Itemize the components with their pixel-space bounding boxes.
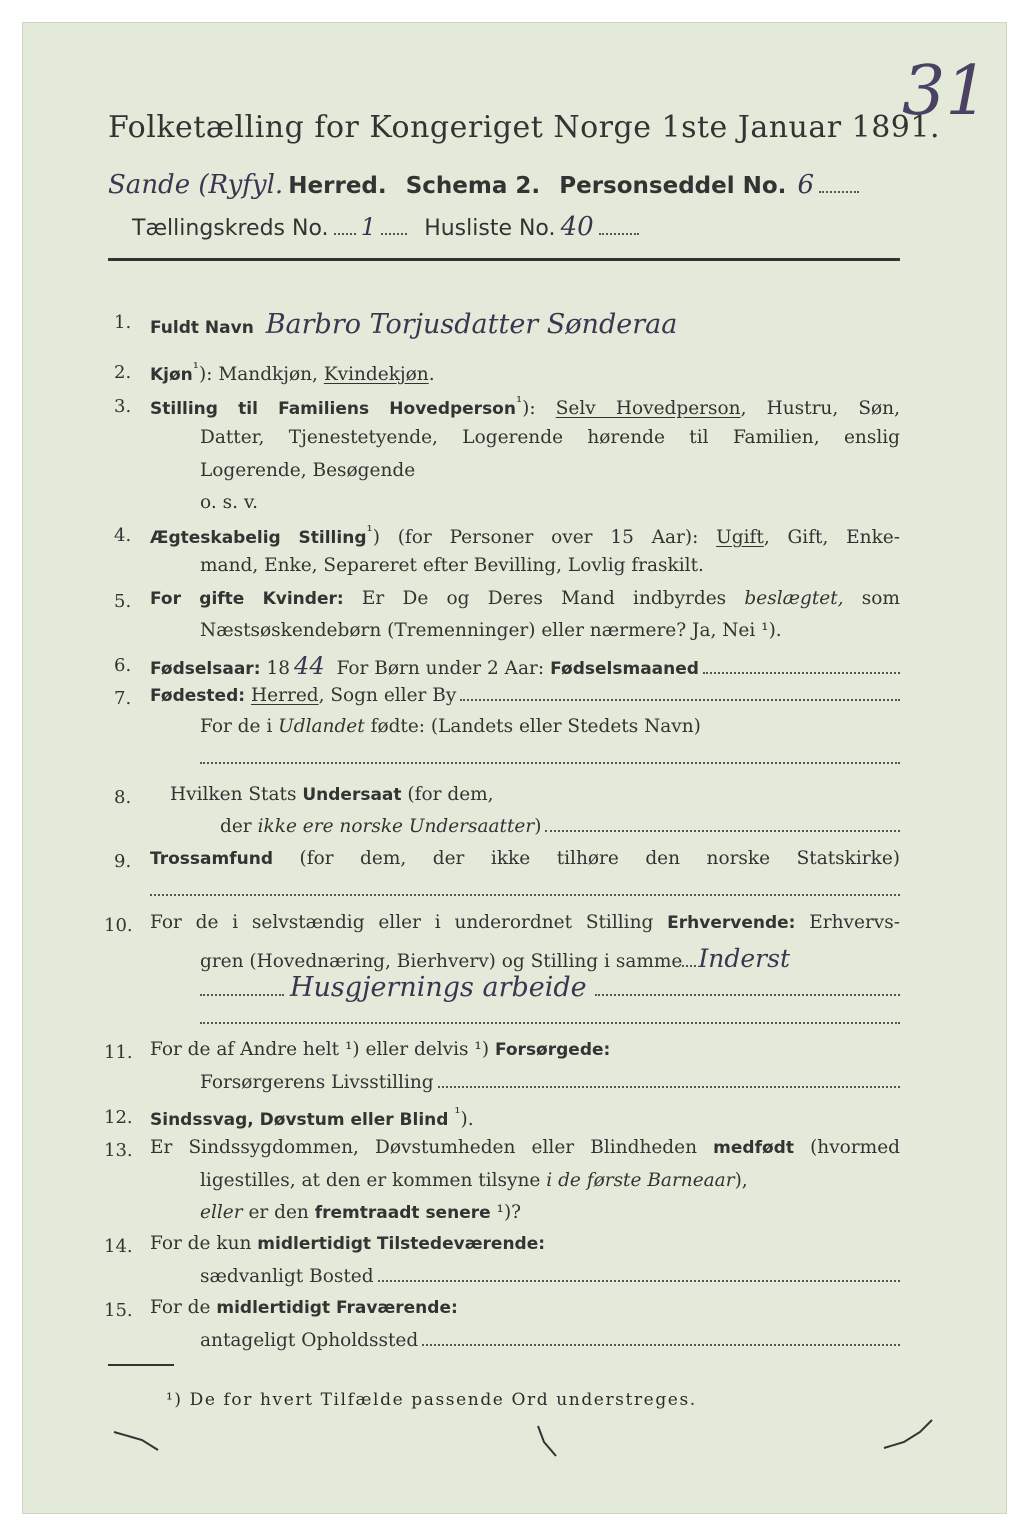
herred-line bbox=[108, 170, 898, 210]
item-text: sædvanligt Bosted bbox=[200, 1266, 374, 1287]
item-text: o. s. v. bbox=[200, 492, 258, 513]
item-number: 1. bbox=[114, 312, 132, 333]
underlined-choice: Ugift bbox=[716, 527, 764, 549]
footnote-rule bbox=[108, 1364, 174, 1366]
item-label: Stilling til Familiens Hovedperson bbox=[150, 399, 516, 420]
herred-label: Herred. bbox=[288, 173, 387, 199]
dotted-answer-line bbox=[200, 762, 900, 764]
dotted-answer-line bbox=[150, 894, 900, 896]
item-14-line1 bbox=[150, 1233, 545, 1254]
item-label: Fødested: bbox=[150, 686, 246, 706]
item-text: gren (Hovednæring, Bierhverv) og Stilling i samme bbox=[200, 951, 683, 972]
page-number-handwritten: 31 bbox=[902, 52, 989, 131]
item-text: For de i selvstændig eller i underordnet Stilling bbox=[150, 912, 654, 933]
item-number: 9. bbox=[114, 851, 132, 872]
item-number: 7. bbox=[114, 688, 132, 709]
item-11-line2 bbox=[200, 1072, 900, 1093]
item-text: ). bbox=[460, 1109, 474, 1131]
item-number: 6. bbox=[114, 655, 132, 676]
superscript: ¹ bbox=[192, 359, 199, 377]
item-label: Fødselsmaaned bbox=[550, 659, 699, 679]
pencil-mark-icon bbox=[528, 1422, 568, 1462]
item-15-line1 bbox=[150, 1297, 458, 1318]
personseddel-label: Personseddel No. bbox=[559, 173, 787, 199]
item-text: , Hustru, Søn, bbox=[740, 398, 900, 420]
husliste-label: Husliste No. bbox=[424, 216, 556, 241]
item-13-line3 bbox=[200, 1202, 521, 1223]
item-text-italic: Udlandet bbox=[278, 716, 365, 737]
item-text: For de af Andre helt ¹) eller delvis ¹) bbox=[150, 1039, 490, 1060]
superscript: ¹ bbox=[366, 522, 373, 540]
item-text: 18 bbox=[266, 658, 291, 679]
item-text: . bbox=[428, 364, 435, 386]
item-9-line bbox=[150, 848, 900, 869]
item-text: , Gift, Enke- bbox=[763, 527, 900, 549]
kreds-line bbox=[132, 212, 639, 242]
item-text: antageligt Opholdssted bbox=[200, 1330, 419, 1351]
item-text-italic: eller bbox=[200, 1202, 243, 1223]
item-label: For gifte Kvinder: bbox=[150, 589, 344, 609]
item-label: midlertidigt Tilstedeværende: bbox=[257, 1234, 546, 1254]
form-title: Folketælling for Kongeriget Norge 1ste Januar 1891. bbox=[108, 110, 941, 145]
item-text: mand, Enke, Separeret efter Bevilling, Lovlig fraskilt. bbox=[200, 555, 704, 576]
item-label: Undersaat bbox=[302, 785, 402, 805]
item-6-line bbox=[150, 652, 900, 680]
item-number: 8. bbox=[114, 787, 132, 808]
item-number: 5. bbox=[114, 591, 132, 612]
item-number: 13. bbox=[104, 1140, 133, 1161]
item-number: 10. bbox=[104, 915, 133, 936]
item-label: medfødt bbox=[713, 1138, 794, 1158]
item-text: (for dem, bbox=[407, 784, 494, 805]
item-label: Sindssvag, Døvstum eller Blind bbox=[150, 1110, 449, 1131]
item-label: Trossamfund bbox=[150, 849, 273, 869]
item-text: Forsørgerens Livsstilling bbox=[200, 1072, 434, 1093]
item-text-italic: beslægtet, bbox=[744, 588, 844, 609]
item-number: 14. bbox=[104, 1236, 133, 1257]
item-number: 3. bbox=[114, 396, 132, 417]
item-2-line bbox=[150, 359, 435, 385]
item-number: 4. bbox=[114, 525, 132, 546]
item-text: Næstsøskendebørn (Tremenninger) eller nærmere? Ja, Nei ¹). bbox=[200, 620, 782, 641]
item-text: ), bbox=[734, 1170, 748, 1191]
item-text: der bbox=[220, 816, 252, 837]
item-text: For de i bbox=[200, 716, 273, 737]
item-text: For de bbox=[150, 1297, 211, 1318]
item-10-line2 bbox=[200, 944, 900, 973]
item-14-line2 bbox=[200, 1266, 900, 1287]
item-number: 11. bbox=[104, 1042, 133, 1063]
underlined-choice: Herred bbox=[251, 685, 319, 706]
item-label: Ægteskabelig Stilling bbox=[150, 528, 367, 549]
item-text: ) bbox=[534, 816, 542, 837]
dotted-answer-line bbox=[200, 1022, 900, 1024]
item-8-line2 bbox=[220, 816, 900, 837]
birth-year-answer: 44 bbox=[294, 652, 325, 680]
header-rule bbox=[108, 258, 900, 261]
item-label: Kjøn bbox=[150, 365, 193, 386]
item-12-line bbox=[150, 1104, 474, 1130]
item-number: 12. bbox=[104, 1107, 133, 1128]
item-text: (hvormed bbox=[810, 1137, 900, 1158]
item-11-line1 bbox=[150, 1039, 610, 1060]
item-label: Fødselsaar: bbox=[150, 659, 261, 679]
underlined-choice: Selv Hovedperson bbox=[555, 398, 741, 420]
item-1-line bbox=[150, 309, 677, 340]
item-text: Datter, Tjenestetyende, Logerende hørende til Familien, enslig bbox=[200, 427, 900, 448]
kreds-no: 1 bbox=[360, 213, 376, 241]
item-label: midlertidigt Fraværende: bbox=[216, 1298, 458, 1318]
item-text: , Sogn eller By bbox=[318, 685, 457, 706]
item-text: Logerende, Besøgende bbox=[200, 460, 416, 481]
item-text: ¹)? bbox=[496, 1202, 522, 1223]
item-text: (for dem, der ikke tilhøre den norske Statskirke) bbox=[299, 848, 900, 869]
item-text: Erhvervs- bbox=[809, 912, 900, 933]
kreds-label: Tællingskreds No. bbox=[132, 216, 329, 241]
item-text: fødte: (Landets eller Stedets Navn) bbox=[370, 716, 701, 737]
item-text: ligestilles, at den er kommen tilsyne bbox=[200, 1170, 541, 1191]
husliste-no: 40 bbox=[560, 212, 594, 242]
item-8-line1 bbox=[170, 784, 494, 805]
item-label: Fuldt Navn bbox=[150, 318, 254, 338]
item-10-line1 bbox=[150, 912, 900, 933]
census-form-sheet bbox=[22, 22, 1007, 1514]
item-text: Er Sindssygdommen, Døvstumheden eller Blindheden bbox=[150, 1137, 698, 1158]
item-13-line2 bbox=[200, 1170, 748, 1191]
item-label: fremtraadt senere bbox=[314, 1203, 491, 1223]
item-10-line3 bbox=[200, 972, 900, 1003]
pencil-mark-icon bbox=[112, 1426, 172, 1456]
item-text: ) (for Personer over 15 Aar): bbox=[372, 527, 699, 549]
item-number: 15. bbox=[104, 1300, 133, 1321]
herred-handwritten: Sande (Ryfyl. bbox=[108, 170, 284, 200]
item-text: For Børn under 2 Aar: bbox=[336, 658, 545, 679]
item-4-line1 bbox=[150, 522, 900, 548]
occupation-answer-2: Husgjernings arbeide bbox=[290, 972, 587, 1003]
item-text: Hvilken Stats bbox=[170, 784, 297, 805]
item-text: For de kun bbox=[150, 1233, 252, 1254]
item-13-line1 bbox=[150, 1137, 900, 1158]
footnote: ¹) De for hvert Tilfælde passende Ord understreges. bbox=[166, 1390, 697, 1410]
item-text: som bbox=[861, 588, 900, 609]
item-5-line1 bbox=[150, 588, 900, 609]
item-label: Forsørgede: bbox=[494, 1040, 611, 1060]
full-name-answer: Barbro Torjusdatter Sønderaa bbox=[265, 309, 678, 340]
item-text-italic: ikke ere norske Undersaatter bbox=[257, 816, 535, 837]
superscript: ¹ bbox=[515, 393, 523, 411]
underlined-choice: Kvindekjøn bbox=[323, 364, 429, 386]
item-text: Er De og Deres Mand indbyrdes bbox=[361, 588, 727, 609]
item-text-italic: i de første Barneaar bbox=[546, 1170, 735, 1191]
item-15-line2 bbox=[200, 1330, 900, 1351]
schema-label: Schema 2. bbox=[405, 173, 541, 199]
superscript: ¹ bbox=[454, 1104, 461, 1122]
item-label: Erhvervende: bbox=[667, 913, 796, 933]
item-text: er den bbox=[248, 1202, 309, 1223]
pencil-mark-icon bbox=[880, 1418, 940, 1458]
personseddel-no: 6 bbox=[797, 170, 815, 200]
occupation-answer-1: Inderst bbox=[698, 944, 790, 973]
item-text: ): bbox=[522, 398, 536, 420]
item-number: 2. bbox=[114, 362, 132, 383]
item-7-line2 bbox=[200, 716, 701, 737]
item-text: ): Mandkjøn, bbox=[198, 364, 318, 386]
item-7-line1 bbox=[150, 685, 900, 706]
item-3-line1 bbox=[150, 393, 900, 419]
